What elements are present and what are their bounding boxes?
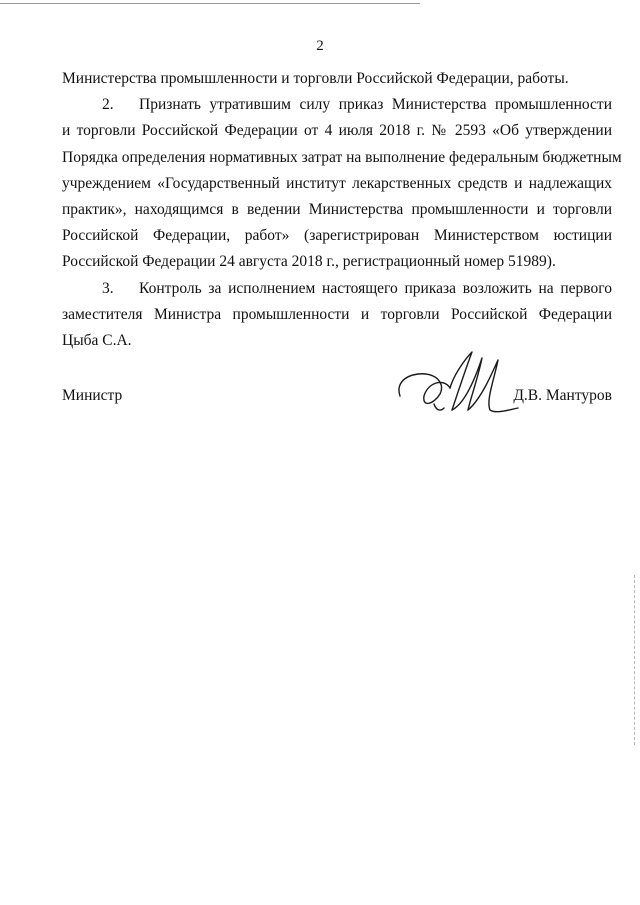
text-line (62, 276, 612, 302)
document-body (62, 66, 622, 354)
signer-title: Министр (62, 387, 123, 404)
text-line-content: Контроль за исполнением настоящего приказа возложить на первого (139, 279, 612, 297)
text-line: Российской Федерации, работ» (зарегистрирован Министерством юстиции (62, 227, 612, 245)
text-line: Российской Федерации 24 августа 2018 г., регистрационный номер 51989). (62, 253, 556, 271)
scan-edge-marks (634, 575, 637, 745)
paragraph-3 (62, 276, 612, 355)
text-line: учреждением «Государственный институт лекарственных средств и надлежащих (62, 174, 612, 192)
text-line: заместителя Министра промышленности и торговли Российской Федерации (62, 305, 612, 323)
text-line-content: Признать утратившим силу приказ Министерства промышленности (139, 96, 612, 114)
text-line: Министерства промышленности и торговли Российской Федерации, работы. (62, 70, 569, 87)
text-line: Цыба С.А. (62, 332, 132, 350)
top-divider-line (0, 3, 420, 4)
signer-name: Д.В. Мантуров (513, 387, 612, 404)
paragraph-number: 2. (102, 96, 114, 114)
page-number: 2 (316, 38, 324, 54)
handwritten-signature-icon (394, 348, 529, 416)
text-line: практик», находящимся в ведении Министерства промышленности и торговли (62, 201, 612, 219)
paragraph-1 (62, 66, 612, 92)
paragraph-2 (62, 92, 622, 275)
text-line: Порядка определения нормативных затрат на выполнение федеральным бюджетным (62, 148, 622, 166)
paragraph-number: 3. (102, 279, 114, 297)
text-line: и торговли Российской Федерации от 4 июля 2018 г. № 2593 «Об утверждении (62, 122, 612, 140)
text-line (62, 92, 612, 118)
signature-block (62, 380, 612, 440)
